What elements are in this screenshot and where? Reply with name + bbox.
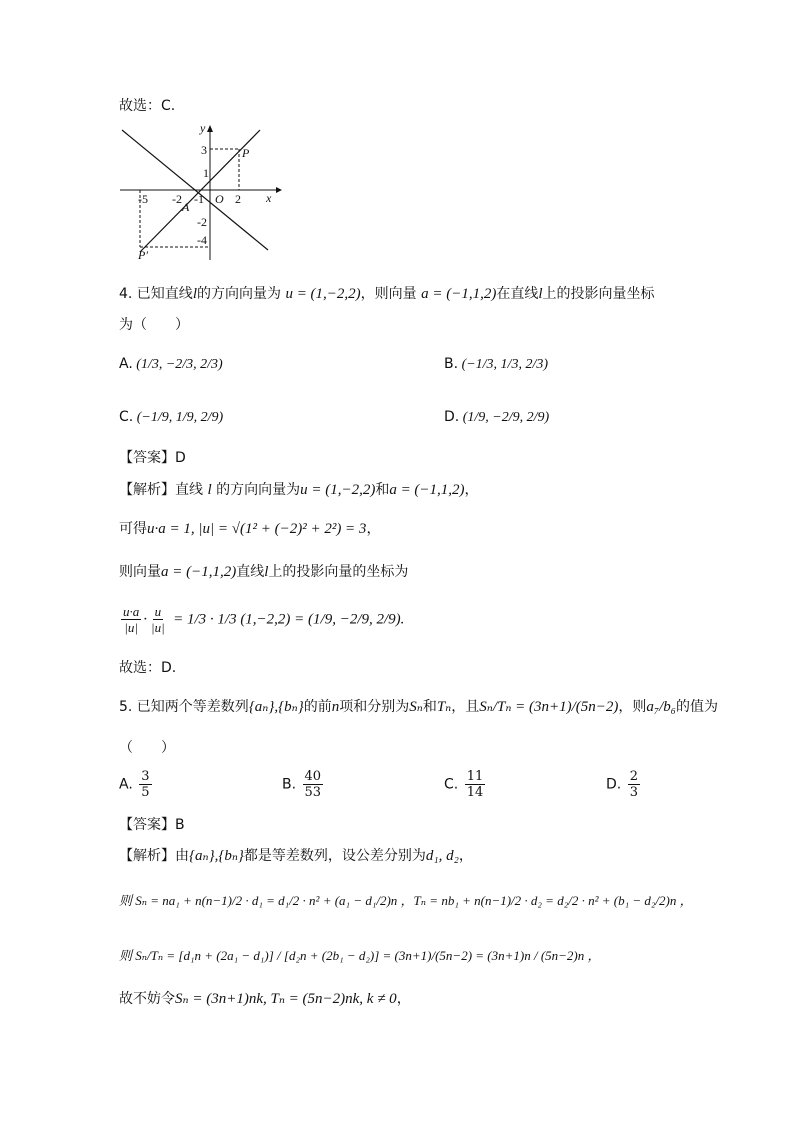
q4-stem-line2: 为（ ） <box>119 317 189 333</box>
q4-option-d: D. (1/9, −2/9, 2/9) <box>444 409 550 425</box>
label-m1: -1 <box>194 192 204 206</box>
label-2: 2 <box>235 192 241 206</box>
q4-analysis-line3: 则向量a = (−1,1,2)直线l上的投影向量的坐标为 <box>119 564 409 580</box>
proj-frac-2: $\frac{u}{|u|}$ <box>151 604 165 635</box>
q4-analysis-line4: $\frac{u\cdot a}{|u|}$ · $\frac{u}{|u|}$ = 1/3 · 1/3 (1,−2,2) = (1/9, −2/9, 2/9). <box>123 604 405 635</box>
q5-option-b: B. $\frac{40}{53}$ <box>282 769 322 800</box>
label-m2: -2 <box>172 192 182 206</box>
label-P: P <box>242 146 250 160</box>
label-m4: -4 <box>197 233 207 247</box>
q5-paren: （ ） <box>119 740 175 756</box>
q5-option-a: A. $\frac{3}{5}$ <box>119 769 150 800</box>
q4-analysis-line2: 可得u·a = 1, |u| = √(1² + (−2)² + 2²) = 3， <box>119 521 381 537</box>
coordinate-graph <box>118 122 288 262</box>
label-A: A <box>182 200 190 214</box>
label-y: y <box>200 122 206 135</box>
label-m5: -5 <box>138 192 148 206</box>
label-Pp: P′ <box>138 248 148 262</box>
q5-option-d: D. $\frac{2}{3}$ <box>606 769 638 800</box>
q5-analysis-line4: 故不妨令Sₙ = (3n+1)nk, Tₙ = (5n−2)nk, k ≠ 0， <box>119 991 411 1007</box>
previous-answer-choice: 故选：C. <box>119 98 176 114</box>
q4-option-b: B. (−1/3, 1/3, 2/3) <box>444 356 549 372</box>
label-1: 1 <box>203 166 209 180</box>
q5-option-c: C. $\frac{11}{14}$ <box>444 769 484 800</box>
proj-frac-1: $\frac{u\cdot a}{|u|}$ <box>123 604 140 635</box>
q4-option-a: A. (1/3, −2/3, 2/3) <box>119 356 223 372</box>
label-mm2: -2 <box>197 215 207 229</box>
label-O: O <box>215 192 224 206</box>
q5-answer: 【答案】B <box>119 817 185 833</box>
y-axis-arrow <box>207 125 213 132</box>
q5-analysis-line3: 则 Sₙ/Tₙ = [d₁n + (2a₁ − d₁)] / [d₂n + (2b₁ − d₂)] = (3n+1)/(5n−2) = (3n+1)n / (5n−2)n ， <box>119 948 601 963</box>
q4-choice: 故选：D. <box>119 660 177 676</box>
label-x: x <box>266 191 272 205</box>
label-3: 3 <box>201 143 207 157</box>
x-axis-arrow <box>276 187 282 193</box>
q5-analysis-line2: 则 Sₙ = na₁ + n(n−1)/2 · d₁ = d₁/2 · n² + (a₁ − d₁/2)n ，Tₙ = nb₁ + n(n−1)/2 · d₂ = d₂/2 · n² + (b₁ − d₂/2)n ， <box>119 893 693 908</box>
q5-analysis-line1: 【解析】由{aₙ},{bₙ}都是等差数列，设公差分别为d₁, d₂， <box>119 848 473 864</box>
vector-u: u = (1,−2,2) <box>285 286 361 302</box>
q5-stem-line1: 5. 已知两个等差数列{aₙ},{bₙ}的前n项和分别为Sₙ和Tₙ，且Sₙ/Tₙ = (3n+1)/(5n−2)，则a₇/b₆的值为 <box>119 699 719 715</box>
q4-stem-line1: 4. 已知直线l的方向向量为 u = (1,−2,2)，则向量 a = (−1,1,2)在直线l上的投影向量坐标 <box>119 286 655 302</box>
vector-a: a = (−1,1,2) <box>421 286 497 302</box>
q4-analysis-line1: 【解析】直线 l 的方向向量为u = (1,−2,2)和a = (−1,1,2)， <box>119 482 479 498</box>
q4-answer: 【答案】D <box>119 450 186 466</box>
q4-option-c: C. (−1/9, 1/9, 2/9) <box>119 409 224 425</box>
